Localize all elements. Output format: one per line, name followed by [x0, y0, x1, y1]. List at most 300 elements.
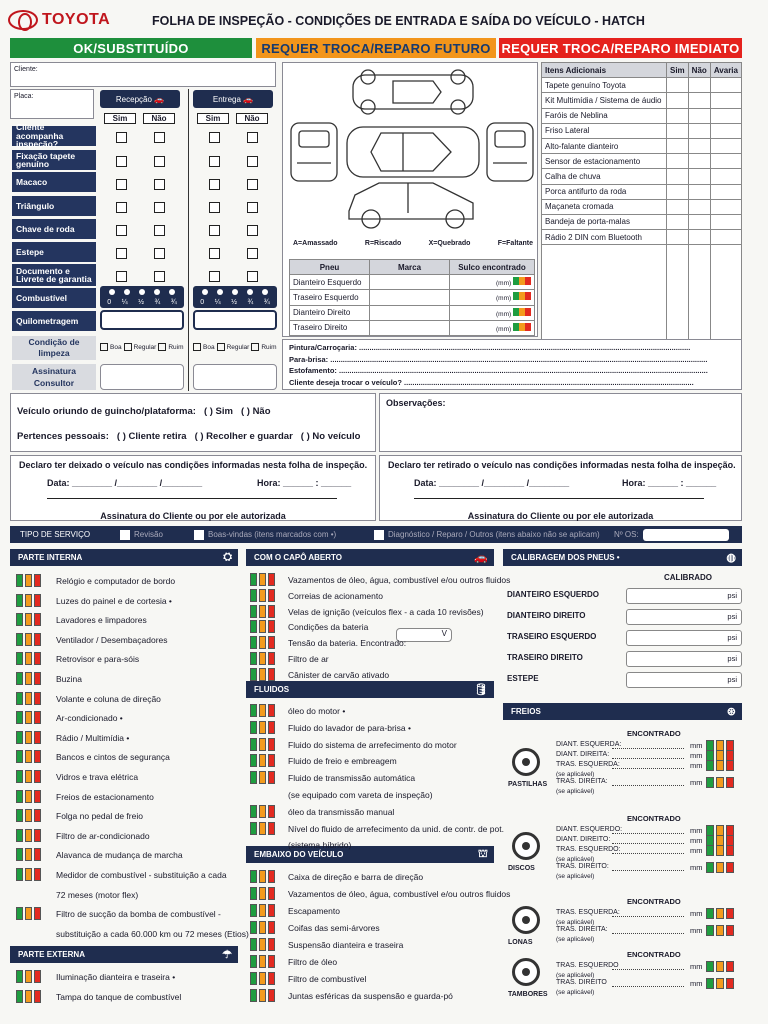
status-red[interactable] [268, 620, 275, 633]
status-red[interactable] [34, 868, 41, 881]
status-orange[interactable] [25, 970, 32, 983]
status-green[interactable] [16, 613, 23, 626]
status-selector[interactable] [250, 805, 277, 818]
status-green[interactable] [250, 754, 257, 767]
checkbox[interactable] [154, 179, 165, 190]
status-selector[interactable] [16, 809, 43, 822]
status-orange[interactable] [25, 809, 32, 822]
status-green[interactable] [250, 972, 257, 985]
checkbox[interactable] [251, 343, 259, 351]
status-red[interactable] [726, 961, 734, 972]
status-selector[interactable] [16, 907, 43, 920]
checkbox[interactable] [154, 225, 165, 236]
status-orange[interactable] [25, 848, 32, 861]
status-green[interactable] [250, 870, 257, 883]
status-orange[interactable] [716, 845, 724, 856]
status-orange[interactable] [259, 636, 266, 649]
status-selector[interactable] [706, 777, 736, 788]
status-orange[interactable] [259, 904, 266, 917]
checkbox[interactable] [209, 156, 220, 167]
cell[interactable] [710, 154, 741, 169]
data-field[interactable]: Data: ________ /________ /________ [414, 478, 570, 488]
status-green[interactable] [250, 955, 257, 968]
status-selector[interactable] [16, 770, 43, 783]
status-green[interactable] [706, 925, 714, 936]
measure-line[interactable] [612, 768, 684, 769]
status-selector[interactable] [250, 938, 277, 951]
status-green[interactable] [250, 738, 257, 751]
status-orange[interactable] [25, 829, 32, 842]
status-selector[interactable] [16, 594, 43, 607]
fuel-gauge-entrega[interactable] [193, 286, 277, 308]
status-selector[interactable] [16, 672, 43, 685]
status-orange[interactable] [259, 738, 266, 751]
status-red[interactable] [268, 636, 275, 649]
status-red[interactable] [34, 750, 41, 763]
cell[interactable] [667, 154, 689, 169]
status-red[interactable] [34, 672, 41, 685]
checkbox[interactable] [193, 343, 201, 351]
status-red[interactable] [34, 711, 41, 724]
checkbox[interactable] [247, 271, 258, 282]
status-red[interactable] [268, 938, 275, 951]
note-parabrisa[interactable]: Para-brisa: ..................................................................................................................................................................................... [289, 354, 708, 364]
sulco-cell[interactable] [450, 275, 535, 290]
marca-cell[interactable] [370, 320, 450, 335]
status-selector[interactable] [706, 760, 736, 771]
status-red[interactable] [268, 822, 275, 835]
status-orange[interactable] [259, 805, 266, 818]
cell[interactable] [710, 199, 741, 214]
status-red[interactable] [268, 904, 275, 917]
status-selector[interactable] [250, 972, 277, 985]
status-red[interactable] [268, 605, 275, 618]
pertences-a[interactable]: ( ) Cliente retira [116, 431, 187, 442]
status-selector[interactable] [16, 868, 43, 881]
measure-line[interactable] [612, 833, 684, 834]
status-red[interactable] [268, 738, 275, 751]
measure-line[interactable] [612, 986, 684, 987]
status-green[interactable] [16, 907, 23, 920]
status-red[interactable] [268, 955, 275, 968]
observacoes-field[interactable] [379, 393, 742, 452]
cell[interactable] [667, 108, 689, 123]
status-green[interactable] [16, 829, 23, 842]
checkbox-boas-vindas[interactable] [194, 530, 204, 540]
status-orange[interactable] [25, 711, 32, 724]
status-green[interactable] [250, 704, 257, 717]
cell[interactable] [688, 154, 710, 169]
checkbox[interactable] [154, 271, 165, 282]
checkbox[interactable] [209, 132, 220, 143]
status-green[interactable] [706, 908, 714, 919]
checkbox[interactable] [154, 132, 165, 143]
status-selector[interactable] [706, 862, 736, 873]
status-selector[interactable] [250, 636, 277, 649]
cell[interactable] [710, 93, 741, 108]
status-selector[interactable] [250, 921, 277, 934]
status-green[interactable] [250, 921, 257, 934]
status-selector[interactable] [16, 990, 43, 1003]
status-selector[interactable] [250, 605, 277, 618]
status-green[interactable] [16, 970, 23, 983]
note-pintura[interactable]: Pintura/Carroçaria: ............................................................................................................................................................... [289, 343, 691, 352]
status-green[interactable] [250, 887, 257, 900]
status-red[interactable] [34, 970, 41, 983]
cell[interactable] [667, 93, 689, 108]
assinatura-entrega[interactable] [193, 364, 277, 390]
hora-field[interactable]: Hora: ______ : ______ [622, 478, 717, 488]
status-selector[interactable] [250, 652, 277, 665]
km-entrega-input[interactable] [193, 310, 277, 330]
checkbox[interactable] [124, 343, 132, 351]
checkbox[interactable] [154, 248, 165, 259]
guincho-sim[interactable]: ( ) Sim [203, 406, 233, 417]
status-orange[interactable] [259, 955, 266, 968]
cell[interactable] [710, 78, 741, 93]
status-green[interactable] [706, 978, 714, 989]
psi-input[interactable]: psi [626, 609, 742, 625]
status-red[interactable] [268, 573, 275, 586]
assinatura-recepcao[interactable] [100, 364, 184, 390]
signature-line[interactable] [47, 498, 337, 499]
status-orange[interactable] [25, 672, 32, 685]
psi-input[interactable]: psi [626, 630, 742, 646]
checkbox[interactable] [209, 248, 220, 259]
status-selector[interactable] [16, 692, 43, 705]
status-red[interactable] [34, 829, 41, 842]
status-selector[interactable] [16, 652, 43, 665]
status-green[interactable] [250, 605, 257, 618]
cell[interactable] [688, 230, 710, 245]
status-selector[interactable] [706, 978, 736, 989]
checkbox[interactable] [116, 271, 127, 282]
status-red[interactable] [525, 308, 531, 316]
status-orange[interactable] [259, 652, 266, 665]
status-red[interactable] [726, 760, 734, 771]
checkbox[interactable] [116, 132, 127, 143]
sulco-cell[interactable] [450, 320, 535, 335]
status-red[interactable] [726, 862, 734, 873]
cell[interactable] [710, 123, 741, 138]
status-selector[interactable] [16, 750, 43, 763]
status-orange[interactable] [25, 770, 32, 783]
status-orange[interactable] [259, 573, 266, 586]
status-green[interactable] [250, 652, 257, 665]
cell[interactable] [667, 230, 689, 245]
status-selector[interactable] [706, 908, 736, 919]
status-orange[interactable] [716, 908, 724, 919]
os-input[interactable] [643, 529, 729, 541]
status-red[interactable] [268, 887, 275, 900]
status-orange[interactable] [716, 760, 724, 771]
status-selector[interactable] [250, 870, 277, 883]
pertences-b[interactable]: ( ) Recolher e guardar [194, 431, 293, 442]
status-green[interactable] [16, 848, 23, 861]
status-selector[interactable] [16, 829, 43, 842]
status-selector[interactable] [250, 887, 277, 900]
status-green[interactable] [16, 711, 23, 724]
measure-line[interactable] [612, 870, 684, 871]
status-red[interactable] [726, 925, 734, 936]
status-selector[interactable] [250, 822, 277, 835]
data-field[interactable]: Data: ________ /________ /________ [47, 478, 203, 488]
checkbox[interactable] [209, 271, 220, 282]
status-orange[interactable] [716, 978, 724, 989]
measure-line[interactable] [612, 853, 684, 854]
checkbox[interactable] [116, 225, 127, 236]
checkbox-revisao[interactable] [120, 530, 130, 540]
status-selector[interactable] [16, 731, 43, 744]
status-selector[interactable] [250, 704, 277, 717]
status-green[interactable] [16, 990, 23, 1003]
status-orange[interactable] [716, 961, 724, 972]
checkbox-diagnostico[interactable] [374, 530, 384, 540]
measure-line[interactable] [612, 969, 684, 970]
status-green[interactable] [250, 904, 257, 917]
pertences-c[interactable]: ( ) No veículo [300, 431, 361, 442]
cell[interactable] [710, 108, 741, 123]
status-red[interactable] [268, 721, 275, 734]
status-orange[interactable] [716, 777, 724, 788]
measure-line[interactable] [612, 785, 684, 786]
status-selector[interactable] [706, 925, 736, 936]
status-green[interactable] [250, 805, 257, 818]
status-green[interactable] [16, 594, 23, 607]
checkbox[interactable] [100, 343, 108, 351]
status-red[interactable] [726, 908, 734, 919]
status-green[interactable] [16, 809, 23, 822]
status-selector[interactable] [16, 848, 43, 861]
status-orange[interactable] [25, 731, 32, 744]
status-selector[interactable] [250, 754, 277, 767]
status-orange[interactable] [25, 613, 32, 626]
status-red[interactable] [34, 731, 41, 744]
status-green[interactable] [250, 938, 257, 951]
checkbox[interactable] [217, 343, 225, 351]
status-orange[interactable] [259, 668, 266, 681]
status-green[interactable] [16, 770, 23, 783]
status-red[interactable] [525, 277, 531, 285]
status-red[interactable] [34, 907, 41, 920]
status-orange[interactable] [25, 907, 32, 920]
status-red[interactable] [726, 777, 734, 788]
cell[interactable] [710, 184, 741, 199]
checkbox[interactable] [247, 156, 258, 167]
status-green[interactable] [250, 771, 257, 784]
status-red[interactable] [268, 921, 275, 934]
status-red[interactable] [268, 870, 275, 883]
status-red[interactable] [34, 652, 41, 665]
checkbox[interactable] [116, 248, 127, 259]
cell[interactable] [667, 199, 689, 214]
cell[interactable] [667, 78, 689, 93]
status-green[interactable] [16, 672, 23, 685]
status-red[interactable] [726, 845, 734, 856]
status-green[interactable] [250, 620, 257, 633]
sulco-cell[interactable] [450, 290, 535, 305]
cell[interactable] [667, 138, 689, 153]
status-selector[interactable] [250, 620, 277, 633]
status-orange[interactable] [259, 887, 266, 900]
km-recepcao-input[interactable] [100, 310, 184, 330]
hora-field[interactable]: Hora: ______ : ______ [257, 478, 352, 488]
status-green[interactable] [250, 589, 257, 602]
status-orange[interactable] [25, 652, 32, 665]
status-green[interactable] [16, 790, 23, 803]
cell[interactable] [688, 108, 710, 123]
status-selector[interactable] [706, 961, 736, 972]
status-orange[interactable] [259, 989, 266, 1002]
status-red[interactable] [34, 809, 41, 822]
checkbox[interactable] [209, 179, 220, 190]
status-orange[interactable] [25, 990, 32, 1003]
status-orange[interactable] [25, 692, 32, 705]
status-green[interactable] [16, 574, 23, 587]
status-orange[interactable] [259, 704, 266, 717]
status-green[interactable] [16, 750, 23, 763]
checkbox[interactable] [116, 179, 127, 190]
cell[interactable] [688, 199, 710, 214]
status-orange[interactable] [259, 938, 266, 951]
status-red[interactable] [34, 613, 41, 626]
placa-field[interactable] [10, 89, 94, 119]
status-green[interactable] [250, 573, 257, 586]
checkbox[interactable] [154, 156, 165, 167]
status-orange[interactable] [259, 754, 266, 767]
cell[interactable] [710, 138, 741, 153]
status-selector[interactable] [250, 721, 277, 734]
status-selector[interactable] [250, 989, 277, 1002]
status-red[interactable] [525, 292, 531, 300]
status-orange[interactable] [259, 721, 266, 734]
marca-cell[interactable] [370, 275, 450, 290]
status-red[interactable] [34, 594, 41, 607]
checkbox[interactable] [154, 202, 165, 213]
status-orange[interactable] [259, 605, 266, 618]
status-green[interactable] [16, 633, 23, 646]
status-red[interactable] [34, 848, 41, 861]
status-red[interactable] [34, 692, 41, 705]
status-selector[interactable] [16, 613, 43, 626]
signature-line[interactable] [414, 498, 704, 499]
checkbox[interactable] [247, 202, 258, 213]
status-selector[interactable] [16, 790, 43, 803]
status-selector[interactable] [250, 589, 277, 602]
note-estofamento[interactable]: Estofamento: ................................................................................................................................................................................. [289, 366, 708, 375]
status-red[interactable] [525, 323, 531, 331]
status-orange[interactable] [259, 870, 266, 883]
checkbox[interactable] [209, 225, 220, 236]
status-selector[interactable] [16, 970, 43, 983]
guincho-nao[interactable]: ( ) Não [240, 406, 271, 417]
status-orange[interactable] [259, 972, 266, 985]
measure-line[interactable] [612, 933, 684, 934]
status-orange[interactable] [259, 822, 266, 835]
cell[interactable] [710, 169, 741, 184]
status-orange[interactable] [259, 921, 266, 934]
cell[interactable] [710, 214, 741, 229]
status-selector[interactable] [16, 633, 43, 646]
status-orange[interactable] [25, 633, 32, 646]
checkbox[interactable] [209, 202, 220, 213]
status-orange[interactable] [716, 925, 724, 936]
status-orange[interactable] [716, 862, 724, 873]
measure-line[interactable] [612, 843, 684, 844]
limpeza-entrega[interactable] [193, 343, 277, 351]
status-orange[interactable] [25, 594, 32, 607]
cell[interactable] [667, 245, 689, 345]
status-red[interactable] [268, 704, 275, 717]
cell[interactable] [688, 169, 710, 184]
status-orange[interactable] [259, 620, 266, 633]
status-green[interactable] [250, 636, 257, 649]
status-red[interactable] [268, 805, 275, 818]
status-red[interactable] [726, 978, 734, 989]
cell[interactable] [688, 93, 710, 108]
psi-input[interactable]: psi [626, 651, 742, 667]
status-red[interactable] [268, 754, 275, 767]
cliente-field[interactable] [10, 62, 276, 87]
cell[interactable] [688, 245, 710, 345]
status-selector[interactable] [250, 955, 277, 968]
status-green[interactable] [706, 862, 714, 873]
status-red[interactable] [34, 574, 41, 587]
status-green[interactable] [16, 868, 23, 881]
checkbox[interactable] [116, 156, 127, 167]
notes-panel[interactable] [282, 339, 742, 390]
cell[interactable] [688, 123, 710, 138]
status-orange[interactable] [25, 574, 32, 587]
cell[interactable] [710, 230, 741, 245]
cell[interactable] [688, 184, 710, 199]
checkbox[interactable] [247, 179, 258, 190]
marca-cell[interactable] [370, 305, 450, 320]
status-selector[interactable] [250, 738, 277, 751]
psi-input[interactable]: psi [626, 588, 742, 604]
status-green[interactable] [16, 731, 23, 744]
status-green[interactable] [16, 652, 23, 665]
checkbox[interactable] [247, 132, 258, 143]
status-red[interactable] [268, 771, 275, 784]
status-green[interactable] [706, 961, 714, 972]
cell[interactable] [688, 78, 710, 93]
status-selector[interactable] [706, 845, 736, 856]
status-orange[interactable] [259, 771, 266, 784]
cell[interactable] [667, 123, 689, 138]
status-red[interactable] [34, 790, 41, 803]
status-red[interactable] [268, 972, 275, 985]
status-orange[interactable] [259, 589, 266, 602]
measure-line[interactable] [612, 916, 684, 917]
status-green[interactable] [250, 668, 257, 681]
cell[interactable] [667, 169, 689, 184]
measure-line[interactable] [612, 758, 684, 759]
status-green[interactable] [706, 760, 714, 771]
status-selector[interactable] [250, 771, 277, 784]
status-red[interactable] [34, 990, 41, 1003]
status-red[interactable] [268, 989, 275, 1002]
note-trocar[interactable]: Cliente deseja trocar o veículo? ........................................................................................................................................... [289, 377, 694, 387]
status-selector[interactable] [16, 711, 43, 724]
status-green[interactable] [250, 721, 257, 734]
cell[interactable] [667, 184, 689, 199]
status-green[interactable] [706, 845, 714, 856]
psi-input[interactable]: psi [626, 672, 742, 688]
status-selector[interactable] [250, 573, 277, 586]
status-selector[interactable] [250, 668, 277, 681]
status-green[interactable] [16, 692, 23, 705]
